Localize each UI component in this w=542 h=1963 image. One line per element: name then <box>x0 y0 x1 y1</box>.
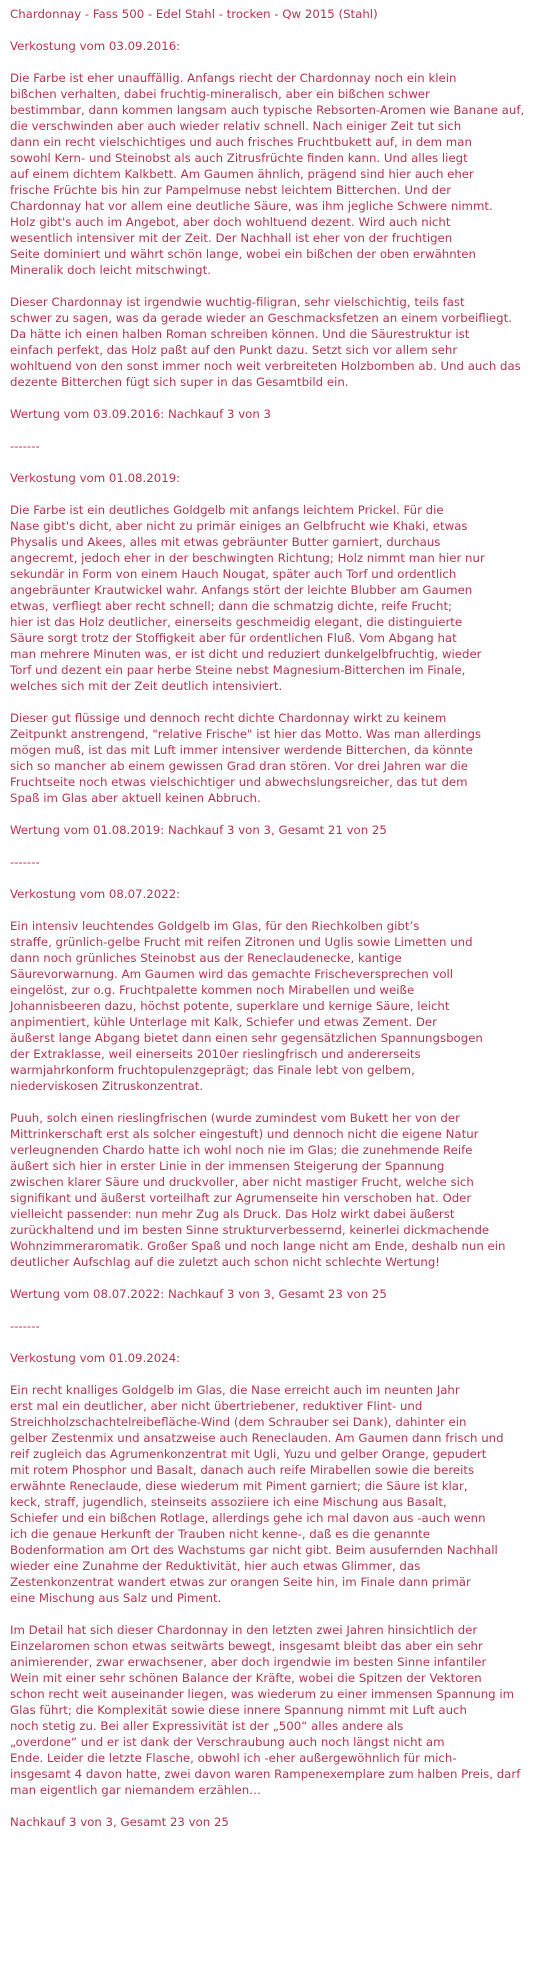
text-line: Wertung vom 01.08.2019: Nachkauf 3 von 3, Gesamt 21 von 25 <box>10 823 387 837</box>
text-line: Puuh, solch einen rieslingfrischen (wurde zumindest vom Bukett her von der <box>10 1111 460 1125</box>
blank-line <box>10 390 532 406</box>
text-line: äußert sich hier in erster Linie in der immensen Steigerung der Spannung <box>10 1159 445 1173</box>
blank-line <box>10 870 532 886</box>
text-line: Fruchtseite noch etwas vielschichtiger und abwechslungsreicher, das tut dem <box>10 775 468 789</box>
text-line: Zeitpunkt anstrengend, "relative Frische" ist hier das Motto. Was man allerdings <box>10 727 482 741</box>
text-line: ------- <box>10 855 40 869</box>
text-line: Johannisbeeren dazu, höchst potente, superklare und kernige Säure, leicht <box>10 999 450 1013</box>
text-line: Ein intensiv leuchtendes Goldgelb im Glas, für den Riechkolben gibt’s <box>10 919 420 933</box>
text-line: sekundär in Form von einem Hauch Nougat, später auch Torf und ordentlich <box>10 567 457 581</box>
text-line: straffe, grünlich-gelbe Frucht mit reifen Zitronen und Uglis sowie Limetten und <box>10 935 473 949</box>
text-line: Bodenformation am Ort des Wachstums gar nicht gibt. Beim ausufernden Nachhall <box>10 1543 498 1557</box>
text-line: Streichholzschachtelreibefläche-Wind (dem Schrauber sei Dank), dahinter ein <box>10 1415 467 1429</box>
text-line: Da hätte ich einen halben Roman schreiben können. Und die Säurestruktur ist <box>10 327 470 341</box>
text-line: Verkostung vom 01.08.2019: <box>10 471 181 485</box>
text-line: Einzelaromen schon etwas seitwärts bewegt, insgesamt bleibt das aber ein sehr <box>10 1639 483 1653</box>
blank-line <box>10 1606 532 1622</box>
text-line: Mittrinkerschaft erst als solcher eingestuft) und dennoch nicht die eigene Natur <box>10 1127 479 1141</box>
text-line: erwähnte Reneclaude, diese wiederum mit Piment garniert; die Säure ist klar, <box>10 1479 468 1493</box>
text-line: niederviskosen Zitruskonzentrat. <box>10 1079 204 1093</box>
blank-line <box>10 838 532 854</box>
text-line: Ein recht knalliges Goldgelb im Glas, die Nase erreicht auch im neunten Jahr <box>10 1383 460 1397</box>
blank-line <box>10 54 532 70</box>
text-line: signifikant und äußerst vorteilhaft zur Agrumenseite hin verschoben hat. Oder <box>10 1191 472 1205</box>
text-line: etwas, verfliegt aber recht schnell; dann die schmatzig dichte, reife Frucht; <box>10 599 453 613</box>
text-line: eingelöst, zur o.g. Fruchtpalette kommen noch Mirabellen und weiße <box>10 983 415 997</box>
text-line: bißchen verhalten, dabei fruchtig-mineralisch, aber ein bißchen schwer <box>10 87 430 101</box>
text-line: „overdone“ und er ist dank der Verschraubung auch noch längst nicht am <box>10 1735 445 1749</box>
blank-line <box>10 422 532 438</box>
blank-line <box>10 454 532 470</box>
text-line: Physalis und Akees, alles mit etwas gebräunter Butter garniert, durchaus <box>10 535 441 549</box>
text-line: Chardonnay hat vor allem eine deutliche Säure, was ihm jegliche Schwere nimmt. <box>10 199 493 213</box>
text-line: eine Mischung aus Salz und Piment. <box>10 1591 222 1605</box>
text-line: Torf und dezent ein paar herbe Steine nebst Magnesium-Bitterchen im Finale, <box>10 663 466 677</box>
text-line: schon recht weit auseinander liegen, was wiederum zu einer immensen Spannung im <box>10 1687 515 1701</box>
text-line: mögen muß, ist das mit Luft immer intensiver werdende Bitterchen, da könnte <box>10 743 473 757</box>
text-line: vielleicht passender: nun mehr Zug als Druck. Das Holz wirkt dabei äußerst <box>10 1207 455 1221</box>
blank-line <box>10 1798 532 1814</box>
text-line: Im Detail hat sich dieser Chardonnay in den letzten zwei Jahren hinsichtlich der <box>10 1623 478 1637</box>
text-line: ------- <box>10 1319 40 1333</box>
text-line: insgesamt 4 davon hatte, zwei davon waren Rampenexemplare zum halben Preis, darf <box>10 1767 521 1781</box>
text-line: deutlicher Aufschlag auf die zuletzt auch schon nicht schlechte Wertung! <box>10 1255 441 1269</box>
text-line: der Extraklasse, weil einerseits 2010er rieslingfrisch und andererseits <box>10 1047 421 1061</box>
blank-line <box>10 1334 532 1350</box>
text-line: Säurevorwarnung. Am Gaumen wird das gemachte Frischeversprechen voll <box>10 967 454 981</box>
text-line: sich so mancher ab einem gewissen Grad dran stören. Vor drei Jahren war die <box>10 759 469 773</box>
blank-line <box>10 1302 532 1318</box>
blank-line <box>10 278 532 294</box>
blank-line <box>10 1366 532 1382</box>
text-line: schwer zu sagen, was da gerade wieder an Geschmacksfetzen an einem vorbeifliegt. <box>10 311 512 325</box>
text-line: wesentlich intensiver mit der Zeit. Der Nachhall ist eher von der fruchtigen <box>10 231 453 245</box>
text-line: anpimentiert, kühle Unterlage mit Kalk, Schiefer und etwas Zement. Der <box>10 1015 437 1029</box>
text-line: Zestenkonzentrat wandert etwas zur orangen Seite hin, im Finale dann primär <box>10 1575 471 1589</box>
text-line: man eigentlich gar niemandem erzählen… <box>10 1783 261 1797</box>
text-line: Wohnzimmeraromatik. Großer Spaß und noch lange nicht am Ende, deshalb nun ein <box>10 1239 506 1253</box>
text-line: welches sich mit der Zeit deutlich intensiviert. <box>10 679 283 693</box>
text-line: die verschwinden aber auch wieder relativ schnell. Nach einiger Zeit tut sich <box>10 119 462 133</box>
blank-line <box>10 486 532 502</box>
text-line: einfach perfekt, das Holz paßt auf den Punkt dazu. Setzt sich vor allem sehr <box>10 343 458 357</box>
text-line: Säure sorgt trotz der Stoffigkeit aber für ordentlichen Fluß. Vom Abgang hat <box>10 631 457 645</box>
text-line: Seite dominiert und währt schön lange, wobei ein bißchen der oben erwähnten <box>10 247 476 261</box>
text-line: auf einem dichtem Kalkbett. Am Gaumen ähnlich, prägend sind hier auch eher <box>10 167 474 181</box>
text-line: Nase gibt's dicht, aber nicht zu primär einiges an Gelbfrucht wie Khaki, etwas <box>10 519 468 533</box>
blank-line <box>10 694 532 710</box>
text-line: hier ist das Holz deutlicher, einerseits geschmeidig elegant, die distinguierte <box>10 615 463 629</box>
text-line: Verkostung vom 01.09.2024: <box>10 1351 181 1365</box>
text-line: verleugnenden Chardo hatte ich wohl noch nie im Glas; die zunehmende Reife <box>10 1143 473 1157</box>
text-line: gelber Zestenmix und ansatzweise auch Reneclauden. Am Gaumen dann frisch und <box>10 1431 504 1445</box>
text-line: Nachkauf 3 von 3, Gesamt 23 von 25 <box>10 1815 229 1829</box>
text-line: Verkostung vom 08.07.2022: <box>10 887 181 901</box>
text-line: zwischen klarer Säure und druckvoller, aber nicht mastiger Frucht, welche sich <box>10 1175 474 1189</box>
text-line: Die Farbe ist eher unauffällig. Anfangs riecht der Chardonnay noch ein klein <box>10 71 457 85</box>
text-line: Schiefer und ein bißchen Rotlage, allerdings gehe ich mal davon aus -auch wenn <box>10 1511 486 1525</box>
text-line: Wertung vom 03.09.2016: Nachkauf 3 von 3 <box>10 407 272 421</box>
text-line: Wertung vom 08.07.2022: Nachkauf 3 von 3, Gesamt 23 von 25 <box>10 1287 387 1301</box>
text-line: animierender, zwar erwachsener, aber doch irgendwie im besten Sinne infantiler <box>10 1655 487 1669</box>
text-line: Verkostung vom 03.09.2016: <box>10 39 181 53</box>
text-line: dann ein recht vielschichtiges und auch frisches Fruchtbukett auf, in dem man <box>10 135 472 149</box>
text-line: sowohl Kern- und Steinobst als auch Zitrusfrüchte finden kann. Und alles liegt <box>10 151 468 165</box>
text-line: frische Früchte bis hin zur Pampelmuse nebst leichtem Bitterchen. Und der <box>10 183 452 197</box>
text-line: Spaß im Glas aber aktuell keinen Abbruch. <box>10 791 261 805</box>
blank-line <box>10 1094 532 1110</box>
text-line: Holz gibt's auch im Angebot, aber doch wohltuend dezent. Wird auch nicht <box>10 215 451 229</box>
text-line: warmjahrkonform fruchtopulenzgeprägt; das Finale lebt von gelbem, <box>10 1063 415 1077</box>
text-line: ich die genaue Herkunft der Trauben nicht kenne-, daß es die genannte <box>10 1527 430 1541</box>
text-line: dezente Bitterchen fügt sich super in das Gesamtbild ein. <box>10 375 349 389</box>
blank-line <box>10 22 532 38</box>
text-line: angebräunter Krautwickel wahr. Anfangs stört der leichte Blubber am Gaumen <box>10 583 473 597</box>
text-line: erst mal ein deutlicher, aber nicht übertriebener, reduktiver Flint- und <box>10 1399 423 1413</box>
text-line: Dieser gut flüssige und dennoch recht dichte Chardonnay wirkt zu keinem <box>10 711 447 725</box>
text-line: wieder eine Zunahme der Reduktivität, hier auch etwas Glimmer, das <box>10 1559 421 1573</box>
blank-line <box>10 902 532 918</box>
text-line: Mineralik doch leicht mitschwingt. <box>10 263 211 277</box>
text-line: Ende. Leider die letzte Flasche, obwohl ich -eher außergewöhnlich für mich- <box>10 1751 457 1765</box>
text-line: Dieser Chardonnay ist irgendwie wuchtig-filigran, sehr vielschichtig, teils fast <box>10 295 465 309</box>
text-line: keck, straff, jugendlich, steinseits assoziiere ich eine Mischung aus Basalt, <box>10 1495 447 1509</box>
text-line: Glas führt; die Komplexität sowie diese innere Spannung nimmt mit Luft auch <box>10 1703 467 1717</box>
text-line: wohltuend von den sonst immer noch weit verbreiteten Holzbomben ab. Und auch das <box>10 359 521 373</box>
text-line: mit rotem Phosphor und Basalt, danach auch reife Mirabellen sowie die bereits <box>10 1463 475 1477</box>
text-line: Die Farbe ist ein deutliches Goldgelb mit anfangs leichtem Prickel. Für die <box>10 503 444 517</box>
text-line: Wein mit einer sehr schönen Balance der Kräfte, wobei die Spitzen der Vektoren <box>10 1671 482 1685</box>
text-line: angecremt, jedoch eher in der beschwingten Richtung; Holz nimmt man hier nur <box>10 551 485 565</box>
text-line: zurückhaltend und im besten Sinne strukturverbessernd, keinerlei dickmachende <box>10 1223 490 1237</box>
text-line: noch stetig zu. Bei aller Expressivität ist der „500“ alles andere als <box>10 1719 404 1733</box>
blank-line <box>10 806 532 822</box>
text-line: reif zugleich das Agrumenkonzentrat mit Ugli, Yuzu und gelber Orange, gepudert <box>10 1447 487 1461</box>
text-line: dann noch grünliches Steinobst aus der Reneclaudenecke, kantige <box>10 951 402 965</box>
text-line: man mehrere Minuten was, er ist dicht und reduziert dunkelgelbfruchtig, wieder <box>10 647 482 661</box>
text-line: Chardonnay - Fass 500 - Edel Stahl - trocken - Qw 2015 (Stahl) <box>10 7 378 21</box>
blank-line <box>10 1270 532 1286</box>
text-line: äußerst lange Abgang bietet dann einen sehr gegensätzlichen Spannungsbogen <box>10 1031 483 1045</box>
text-line: ------- <box>10 439 40 453</box>
text-line: bestimmbar, dann kommen langsam auch typische Rebsorten-Aromen wie Banane auf, <box>10 103 525 117</box>
